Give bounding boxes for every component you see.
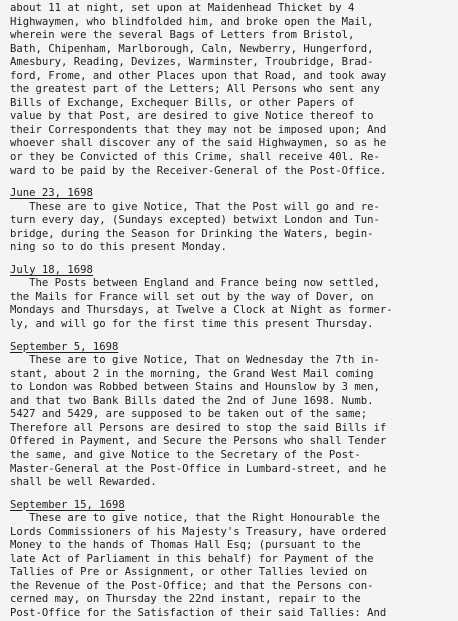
text-line: Post-Office for the Satisfaction of their said Tallies: And	[10, 606, 387, 619]
text-line: the Mails for France will set out by the way of Dover, on	[10, 290, 374, 303]
text-line: ly, and will go for the first time this present Thursday.	[10, 318, 374, 331]
notice-date	[10, 264, 454, 278]
text-line: or they be Convicted of this Crime, shall receive 40l. Re-	[10, 151, 380, 164]
notice-date	[10, 341, 454, 355]
text-line: Bath, Chipenham, Marlborough, Caln, Newberry, Hungerford,	[10, 42, 374, 55]
text-line: Lords Commissioners of his Majesty's Treasury, have ordered	[10, 525, 387, 538]
notice-date-text: June 23, 1698	[10, 187, 93, 200]
text-line: Mondays and Thursdays, at Twelve a Clock at Night as former-	[10, 304, 393, 317]
text-line: Therefore all Persons are desired to stop the said Bills if	[10, 421, 387, 434]
text-line: These are to give notice, that the Right Honourable the	[10, 512, 380, 525]
notice-september-15-1698	[10, 499, 454, 621]
text-line: These are to give Notice, That on Wednesday the 7th in-	[10, 354, 380, 367]
text-line: wherein were the several Bags of Letters from Bristol,	[10, 29, 355, 42]
text-line: whoever shall discover any of the said Highwaymen, so as he	[10, 137, 387, 150]
text-line: turn every day, (Sundays excepted) betwixt London and Tun-	[10, 214, 380, 227]
notice-date-text: September 5, 1698	[10, 340, 119, 353]
notice-date	[10, 187, 454, 201]
notice-date	[10, 499, 454, 513]
notice-september-5-1698	[10, 341, 454, 490]
text-line: the Revenue of the Post-Office; and that the Persons con-	[10, 579, 374, 592]
notice-date-text: September 15, 1698	[10, 498, 125, 511]
text-line: Tallies of Pre or Assignment, or other Tallies levied on	[10, 566, 368, 579]
notice-june-23-1698	[10, 187, 454, 255]
notice-july-18-1698	[10, 264, 454, 332]
text-line: Highwaymen, who blindfolded him, and broke open the Mail,	[10, 15, 374, 28]
text-line: value by that Post, are desired to give Notice thereof to	[10, 110, 374, 123]
text-line: Money to the hands of Thomas Hall Esq; (pursuant to the	[10, 539, 361, 552]
text-line: bridge, during the Season for Drinking the Waters, begin-	[10, 227, 374, 240]
text-line: These are to give Notice, That the Post will go and re-	[10, 200, 380, 213]
text-line: ning so to do this present Monday.	[10, 241, 227, 254]
text-line: their Correspondents that they may not be imposed upon; And	[10, 123, 387, 136]
notice-date-text: July 18, 1698	[10, 263, 93, 276]
text-line: cerned may, on Thursday the 22nd instant, repair to the	[10, 593, 361, 606]
notice-highway-robbery	[10, 2, 454, 178]
text-line: Bills of Exchange, Exchequer Bills, or other Papers of	[10, 96, 355, 109]
text-line: Master-General at the Post-Office in Lumbard-street, and he	[10, 462, 387, 475]
text-line: ward to be paid by the Receiver-General of the Post-Office.	[10, 164, 387, 177]
text-line: about 11 at night, set upon at Maidenhead Thicket by 4	[10, 2, 355, 14]
text-line: ford, Frome, and other Places upon that Road, and took away	[10, 69, 387, 82]
text-line: stant, about 2 in the morning, the Grand West Mail coming	[10, 367, 374, 380]
text-line: Offered in Payment, and Secure the Persons who shall Tender	[10, 435, 387, 448]
text-line: 5427 and 5429, are supposed to be taken out of the same;	[10, 408, 368, 421]
text-line: shall be well Rewarded.	[10, 476, 157, 489]
text-line: the same, and give Notice to the Secretary of the Post-	[10, 448, 361, 461]
text-line: Amesbury, Reading, Devizes, Warminster, Troubridge, Brad-	[10, 56, 374, 69]
text-line: the greatest part of the Letters; All Persons who sent any	[10, 83, 380, 96]
text-line: The Posts between England and France being now settled,	[10, 277, 380, 290]
text-line: to London was Robbed between Stains and Hounslow by 3 men,	[10, 381, 380, 394]
text-line: and that two Bank Bills dated the 2nd of June 1698. Numb.	[10, 394, 374, 407]
text-line: late Act of Parliament in this behalf) for Payment of the	[10, 552, 374, 565]
